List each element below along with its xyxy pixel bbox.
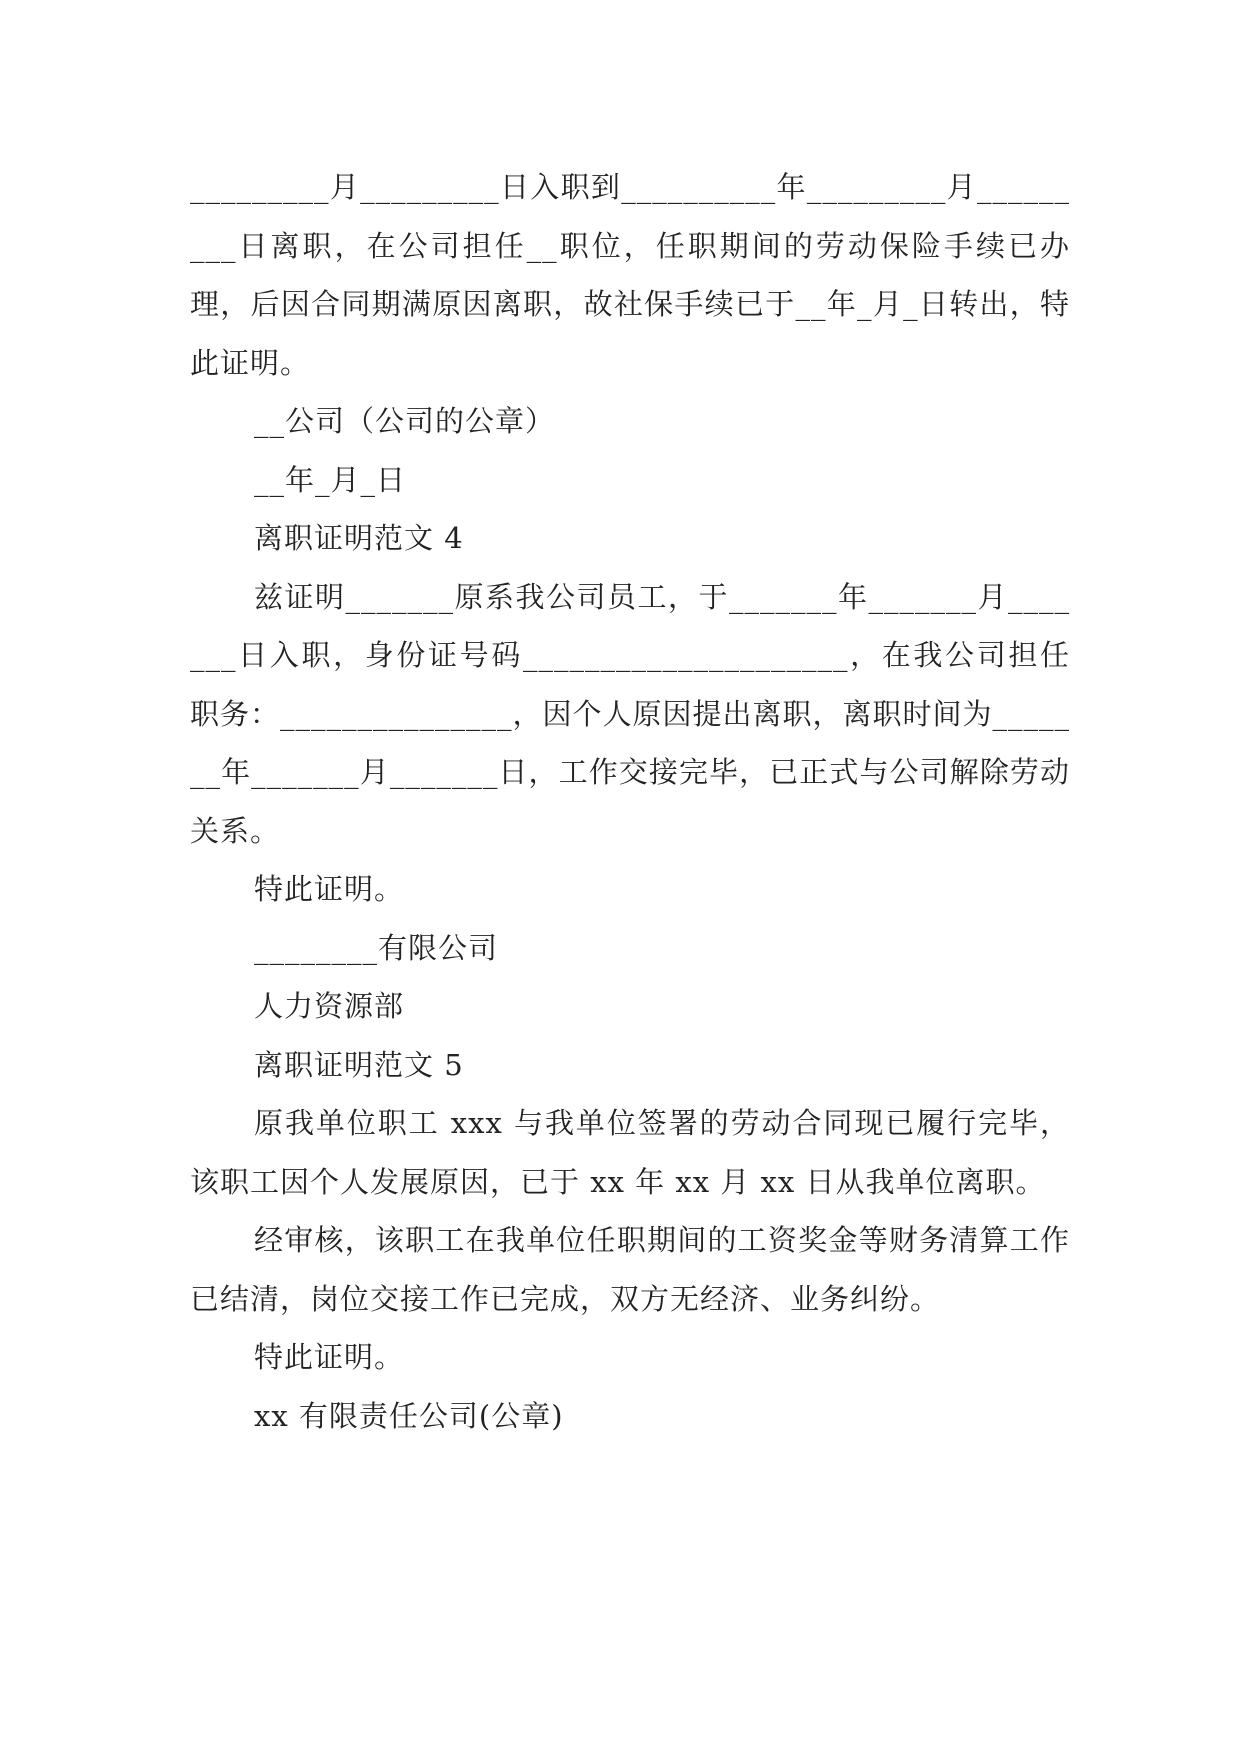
paragraph-date: __年_月_日	[254, 462, 407, 497]
paragraph-company-name: ________有限公司	[254, 930, 499, 965]
paragraph-hr-department: 人力资源部	[254, 989, 405, 1023]
paragraph-company-seal: __公司（公司的公章）	[254, 404, 556, 438]
paragraph-hereby-certify: 特此证明。	[254, 872, 405, 906]
paragraph-certificate-body: 兹证明_______原系我公司员工，于_______年_______月_______日入职，身份证号码_____________________，在我公司担任职务：_______________，因个人原因提出离职，离职时间为_______年_______月_______日，工作交接完毕，已正式与公司解除劳动关系。	[190, 579, 1071, 848]
paragraph-contract-completed: 原我单位职工 xxx 与我单位签署的劳动合同现已履行完毕，该职工因个人发展原因，已于 xx 年 xx 月 xx 日从我单位离职。	[190, 1106, 1070, 1199]
paragraph-employment-period: _________月_________日入职到__________年_________月_________日离职，在公司担任__职位，任职期间的劳动保险手续已办理，后因合同期满原因离职，故社保手续已于__年_月_日转出，特此证明。	[190, 170, 1070, 380]
document-body	[190, 158, 1070, 1445]
section-heading-sample-4: 离职证明范文 4	[254, 521, 464, 555]
section-heading-sample-5: 离职证明范文 5	[254, 1047, 464, 1082]
paragraph-hereby-certify-2: 特此证明。	[254, 1340, 405, 1374]
paragraph-company-seal-2: xx 有限责任公司(公章)	[254, 1398, 564, 1433]
paragraph-audit-settled: 经审核，该职工在我单位任职期间的工资奖金等财务清算工作已结清，岗位交接工作已完成，双方无经济、业务纠纷。	[190, 1223, 1070, 1316]
